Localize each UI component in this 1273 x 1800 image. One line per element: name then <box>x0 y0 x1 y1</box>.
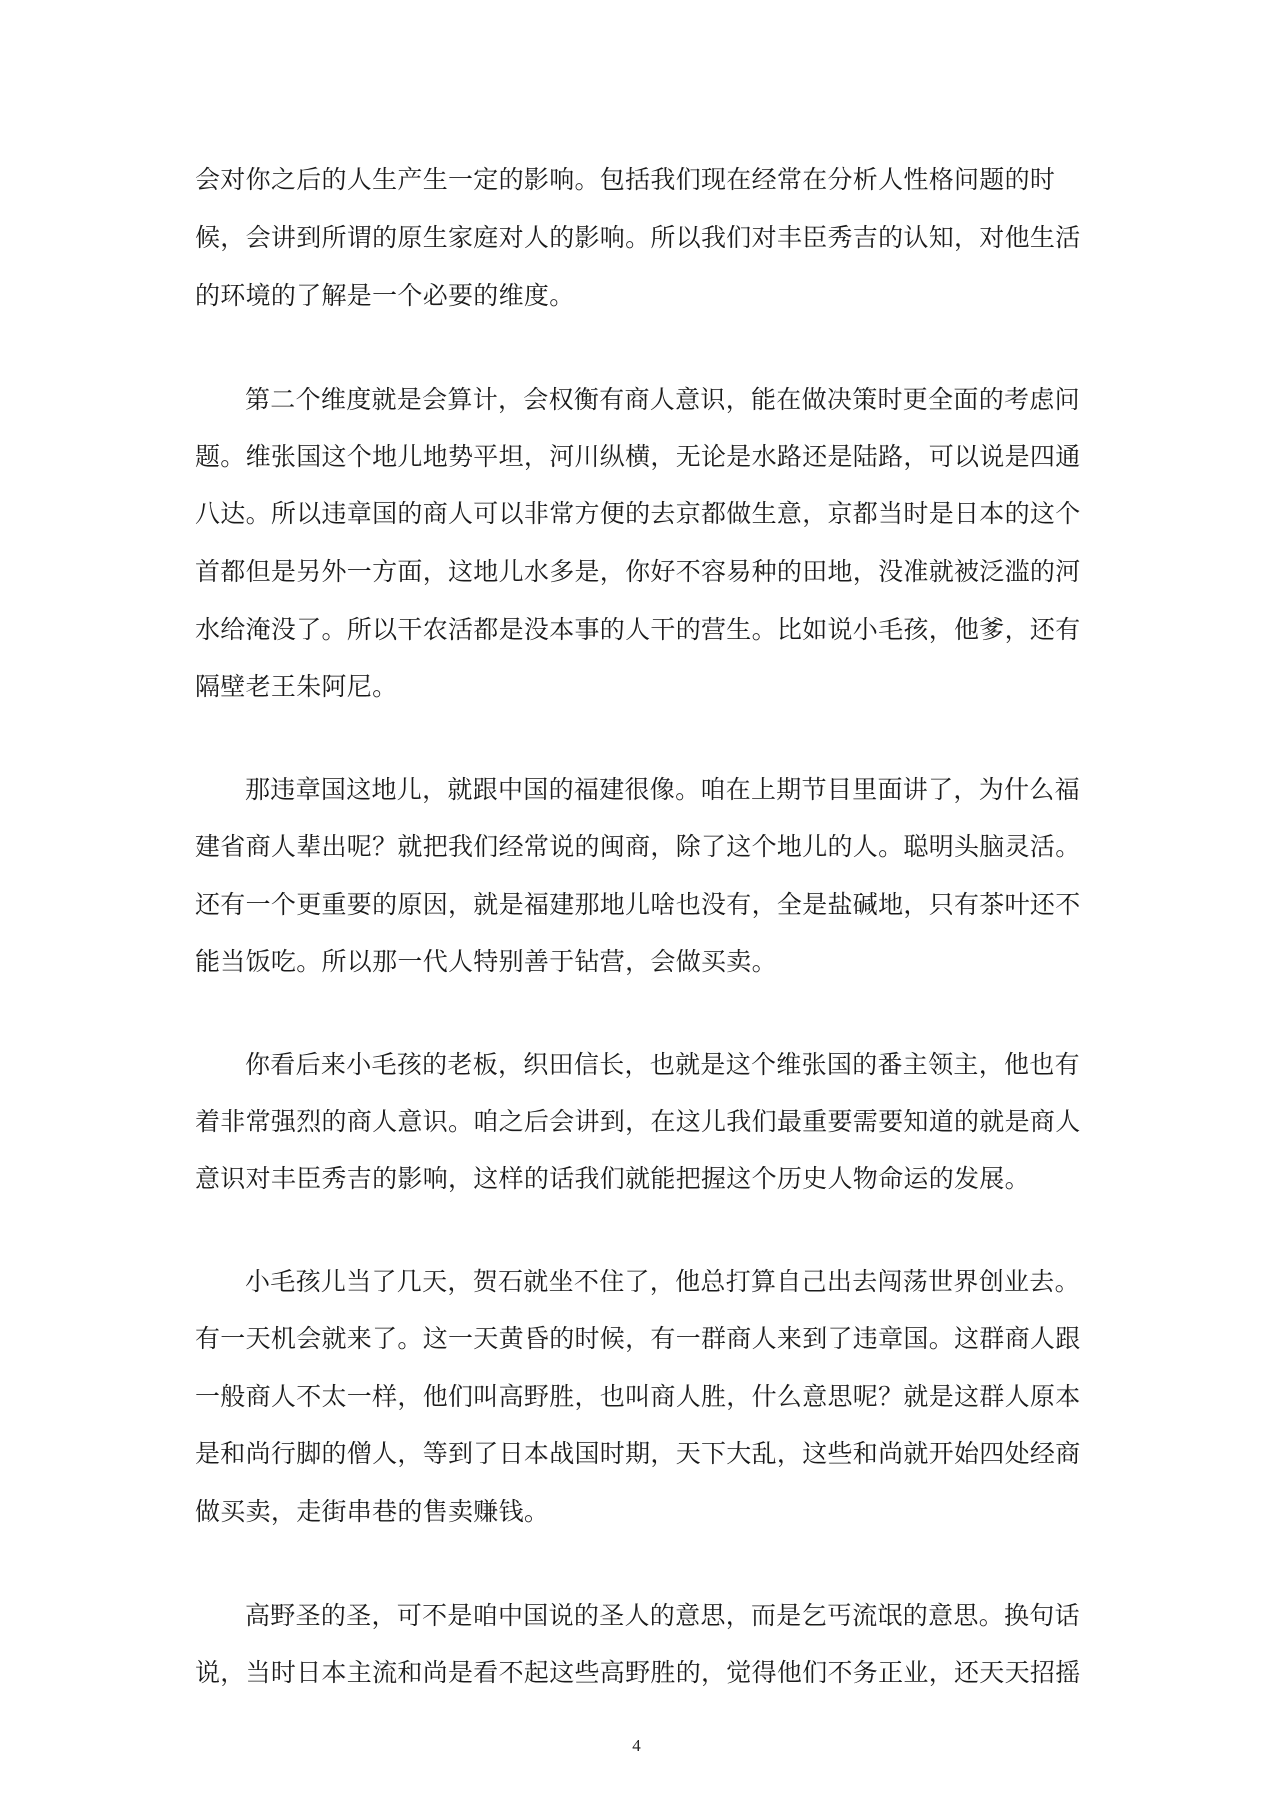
paragraph-6-line-2: 说，当时日本主流和尚是看不起这些高野胜的，觉得他们不务正业，还天天招摇 <box>195 1658 1081 1687</box>
paragraph-2-line-2: 题。维张国这个地儿地势平坦，河川纵横，无论是水路还是陆路，可以说是四通 <box>195 442 1081 471</box>
paragraph-6-line-1: 高野圣的圣，可不是咱中国说的圣人的意思，而是乞丐流氓的意思。换句话 <box>245 1601 1080 1630</box>
paragraph-5-line-4: 是和尚行脚的僧人，等到了日本战国时期，天下大乱，这些和尚就开始四处经商 <box>195 1439 1081 1468</box>
paragraph-2-line-6: 隔壁老王朱阿尼。 <box>195 672 398 701</box>
paragraph-2-line-4: 首都但是另外一方面，这地儿水多是，你好不容易种的田地，没准就被泛滥的河 <box>195 557 1081 586</box>
paragraph-3-line-1: 那违章国这地儿，就跟中国的福建很像。咱在上期节目里面讲了，为什么福 <box>245 775 1080 804</box>
page-number: 4 <box>632 1736 641 1755</box>
paragraph-1-line-1: 会对你之后的人生产生一定的影响。包括我们现在经常在分析人性格问题的时 <box>195 165 1056 194</box>
paragraph-3-line-3: 还有一个更重要的原因，就是福建那地儿啥也没有，全是盐碱地，只有茶叶还不 <box>195 890 1081 919</box>
paragraph-5-line-5: 做买卖，走街串巷的售卖赚钱。 <box>195 1497 550 1526</box>
paragraph-2-line-1: 第二个维度就是会算计，会权衡有商人意识，能在做决策时更全面的考虑问 <box>245 385 1080 414</box>
paragraph-2-line-3: 八达。所以违章国的商人可以非常方便的去京都做生意，京都当时是日本的这个 <box>195 499 1081 528</box>
paragraph-1-line-2: 候，会讲到所谓的原生家庭对人的影响。所以我们对丰臣秀吉的认知，对他生活 <box>195 223 1081 252</box>
paragraph-4-line-2: 着非常强烈的商人意识。咱之后会讲到，在这儿我们最重要需要知道的就是商人 <box>195 1107 1081 1136</box>
paragraph-5-line-1: 小毛孩儿当了几天，贺石就坐不住了，他总打算自己出去闯荡世界创业去。 <box>245 1267 1080 1296</box>
paragraph-5-line-3: 一般商人不太一样，他们叫高野胜，也叫商人胜，什么意思呢？就是这群人原本 <box>195 1382 1081 1411</box>
paragraph-2-line-5: 水给淹没了。所以干农活都是没本事的人干的营生。比如说小毛孩，他爹，还有 <box>195 615 1081 644</box>
paragraph-5-line-2: 有一天机会就来了。这一天黄昏的时候，有一群商人来到了违章国。这群商人跟 <box>195 1324 1081 1353</box>
paragraph-1-line-3: 的环境的了解是一个必要的维度。 <box>195 281 575 310</box>
paragraph-4-line-3: 意识对丰臣秀吉的影响，这样的话我们就能把握这个历史人物命运的发展。 <box>195 1164 1030 1193</box>
paragraph-3-line-2: 建省商人辈出呢？就把我们经常说的闽商，除了这个地儿的人。聪明头脑灵活。 <box>195 832 1081 861</box>
paragraph-3-line-4: 能当饭吃。所以那一代人特别善于钻营，会做买卖。 <box>195 947 777 976</box>
paragraph-4-line-1: 你看后来小毛孩的老板，织田信长，也就是这个维张国的番主领主，他也有 <box>245 1050 1080 1079</box>
